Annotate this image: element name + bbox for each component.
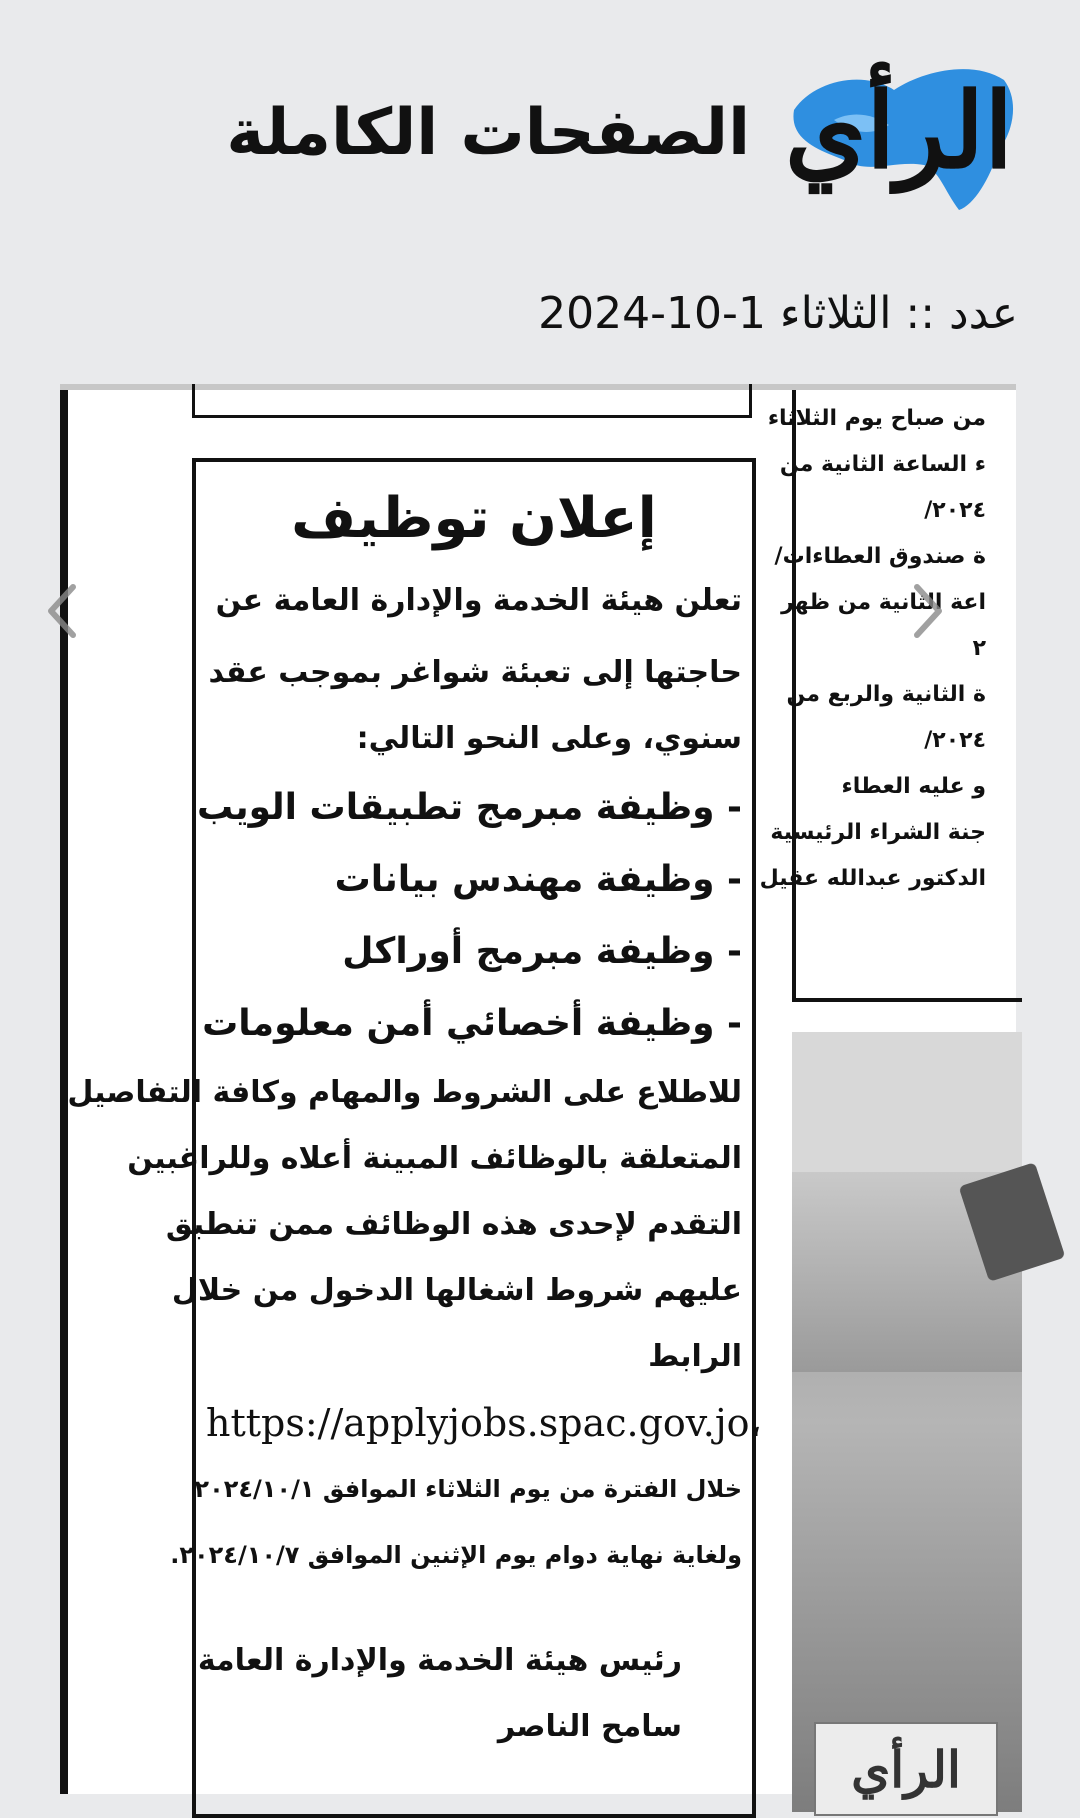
logo-text: الرأي [784,68,1014,192]
previous-ad-box [192,384,752,418]
right-column-line: ٢٠٢٤/ [924,728,986,753]
right-column-line: ء الساعة الثانية من [779,452,986,477]
right-column-line: الدكتور عبدالله عقيل [759,866,986,891]
right-column-line: اعة الثانية من ظهر [781,590,986,615]
site-title: الصفحات الكاملة [226,96,750,170]
ad-signature-title: رئيس هيئة الخدمة والإدارة العامة [197,1643,682,1678]
right-column-notice [759,390,1022,1002]
ad-details-line: الرابط [648,1339,742,1374]
right-column-line: ٢ [972,636,986,661]
right-column-line: ٢٠٢٤/ [924,498,986,523]
right-column-line: ة الثانية والربع من [786,682,986,707]
ad-job-item: - وظيفة مبرمج أوراكل [342,931,742,972]
ad-job-item: - وظيفة مهندس بيانات [334,859,742,900]
ad-job-item: - وظيفة مبرمج تطبيقات الويب [196,787,742,828]
job-ad [67,458,762,1818]
right-column-line: جنة الشراء الرئيسية [770,820,986,845]
ad-url: https://applyjobs.spac.gov.jo، [206,1401,762,1445]
right-column-line: من صباح يوم الثلاثاء [767,406,986,431]
site-logo[interactable] [774,40,1024,220]
ad-job-item: - وظيفة أخصائي أمن معلومات [202,1003,742,1044]
page-viewer[interactable] [60,384,1016,1799]
ad-period-line: ولغاية نهاية دوام يوم الإثنين الموافق ٢٠٢٤/١٠/٧. [170,1541,742,1569]
newspaper-page [67,390,1016,1799]
ad-period-line: خلال الفترة من يوم الثلاثاء الموافق ٢٠٢٤/١٠/١ [194,1475,742,1503]
banner-logo: الرأي [814,1722,998,1816]
ad-details-line: المتعلقة بالوظائف المبينة أعلاه وللراغبين [127,1141,742,1176]
ad-title: إعلان توظيف [291,486,657,551]
edition-label: عدد :: الثلاثاء 1-10-2024 [538,288,1018,339]
ad-intro-line: حاجتها إلى تعبئة شواغر بموجب عقد [208,655,742,690]
ad-intro-line: تعلن هيئة الخدمة والإدارة العامة عن [215,583,742,618]
right-column-line: ة صندوق العطاءات/ [774,544,986,569]
right-column-line: و عليه العطاء [841,774,986,799]
ad-details-line: التقدم لإحدى هذه الوظائف ممن تنطبق [165,1207,742,1242]
promo-banner [792,1032,1022,1812]
ad-details-line: للاطلاع على الشروط والمهام وكافة التفاصيل [67,1075,742,1110]
ad-details-line: عليهم شروط اشغالها الدخول من خلال [171,1273,742,1308]
chevron-left-icon[interactable] [38,576,88,646]
chevron-right-icon[interactable] [902,576,952,646]
ad-intro-line: سنوي، وعلى النحو التالي: [356,721,742,756]
header [0,0,1080,250]
ad-signature-name: سامح الناصر [497,1709,682,1744]
